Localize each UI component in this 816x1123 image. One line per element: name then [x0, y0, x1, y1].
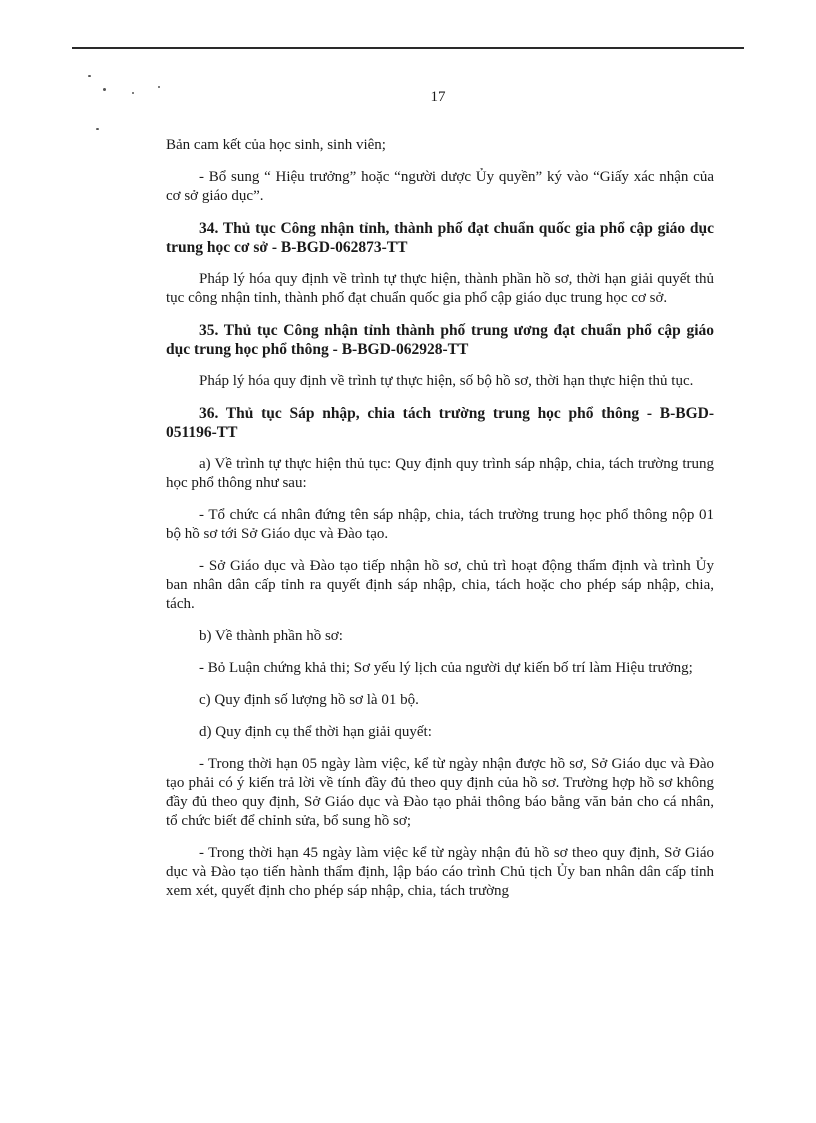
section-heading: 36. Thủ tục Sáp nhập, chia tách trường trung học phổ thông - B-BGD-051196-TT	[166, 405, 714, 441]
paragraph: b) Về thành phần hồ sơ:	[199, 628, 343, 644]
section-heading: 34. Thủ tục Công nhận tỉnh, thành phố đạt chuẩn quốc gia phổ cập giáo dục trung học cơ sở - B-BGD-062873-TT	[166, 220, 714, 256]
top-rule	[72, 47, 744, 49]
paragraph: - Sở Giáo dục và Đào tạo tiếp nhận hồ sơ, chủ trì hoạt động thẩm định và trình Ủy ban nhân dân cấp tỉnh ra quyết định sáp nhập, chia, tách hoặc cho phép sáp nhập, chia, tách.	[166, 558, 714, 612]
section-heading: 35. Thủ tục Công nhận tỉnh thành phố trung ương đạt chuẩn phổ cập giáo dục trung học phổ thông - B-BGD-062928-TT	[166, 322, 714, 358]
paragraph: a) Về trình tự thực hiện thủ tục: Quy định quy trình sáp nhập, chia, tách trường trung học phổ thông như sau:	[166, 456, 714, 491]
paragraph: - Trong thời hạn 05 ngày làm việc, kể từ ngày nhận được hồ sơ, Sở Giáo dục và Đào tạo phải có ý kiến trả lời về tính đầy đủ theo quy định của hồ sơ. Trường hợp hồ sơ không đầy đủ theo quy định, Sở Giáo dục và Đào tạo phải thông báo bằng văn bản cho cá nhân, tổ chức biết để chỉnh sửa, bổ sung hồ sơ;	[166, 756, 714, 829]
paragraph: - Bổ sung “ Hiệu trưởng” hoặc “người dược Ủy quyền” ký vào “Giấy xác nhận của cơ sở giáo dục”.	[166, 169, 714, 204]
paragraph: - Bỏ Luận chứng khả thi; Sơ yếu lý lịch của người dự kiến bố trí làm Hiệu trưởng;	[199, 660, 693, 676]
document-body	[166, 136, 714, 914]
paragraph: d) Quy định cụ thể thời hạn giải quyết:	[199, 724, 432, 740]
paragraph: c) Quy định số lượng hồ sơ là 01 bộ.	[199, 692, 419, 708]
paragraph: Bản cam kết của học sinh, sinh viên;	[166, 137, 386, 153]
paragraph: Pháp lý hóa quy định về trình tự thực hiện, số bộ hồ sơ, thời hạn thực hiện thủ tục.	[199, 373, 694, 389]
paragraph: Pháp lý hóa quy định về trình tự thực hiện, thành phần hồ sơ, thời hạn giải quyết thủ tục công nhận tỉnh, thành phố đạt chuẩn quốc gia phổ cập giáo dục trung học cơ sở.	[166, 271, 714, 306]
paragraph: - Tổ chức cá nhân đứng tên sáp nhập, chia, tách trường trung học phổ thông nộp 01 bộ hồ sơ tới Sở Giáo dục và Đào tạo.	[166, 507, 714, 542]
scan-speck	[88, 75, 91, 77]
scan-speck	[158, 86, 160, 88]
page-number: 17	[430, 89, 446, 105]
paragraph: - Trong thời hạn 45 ngày làm việc kể từ ngày nhận đủ hồ sơ theo quy định, Sở Giáo dục và Đào tạo tiến hành thẩm định, lập báo cáo trình Chủ tịch Ủy ban nhân dân cấp tỉnh xem xét, quyết định cho phép sáp nhập, chia, tách trường	[166, 845, 714, 899]
scan-speck	[96, 128, 99, 130]
